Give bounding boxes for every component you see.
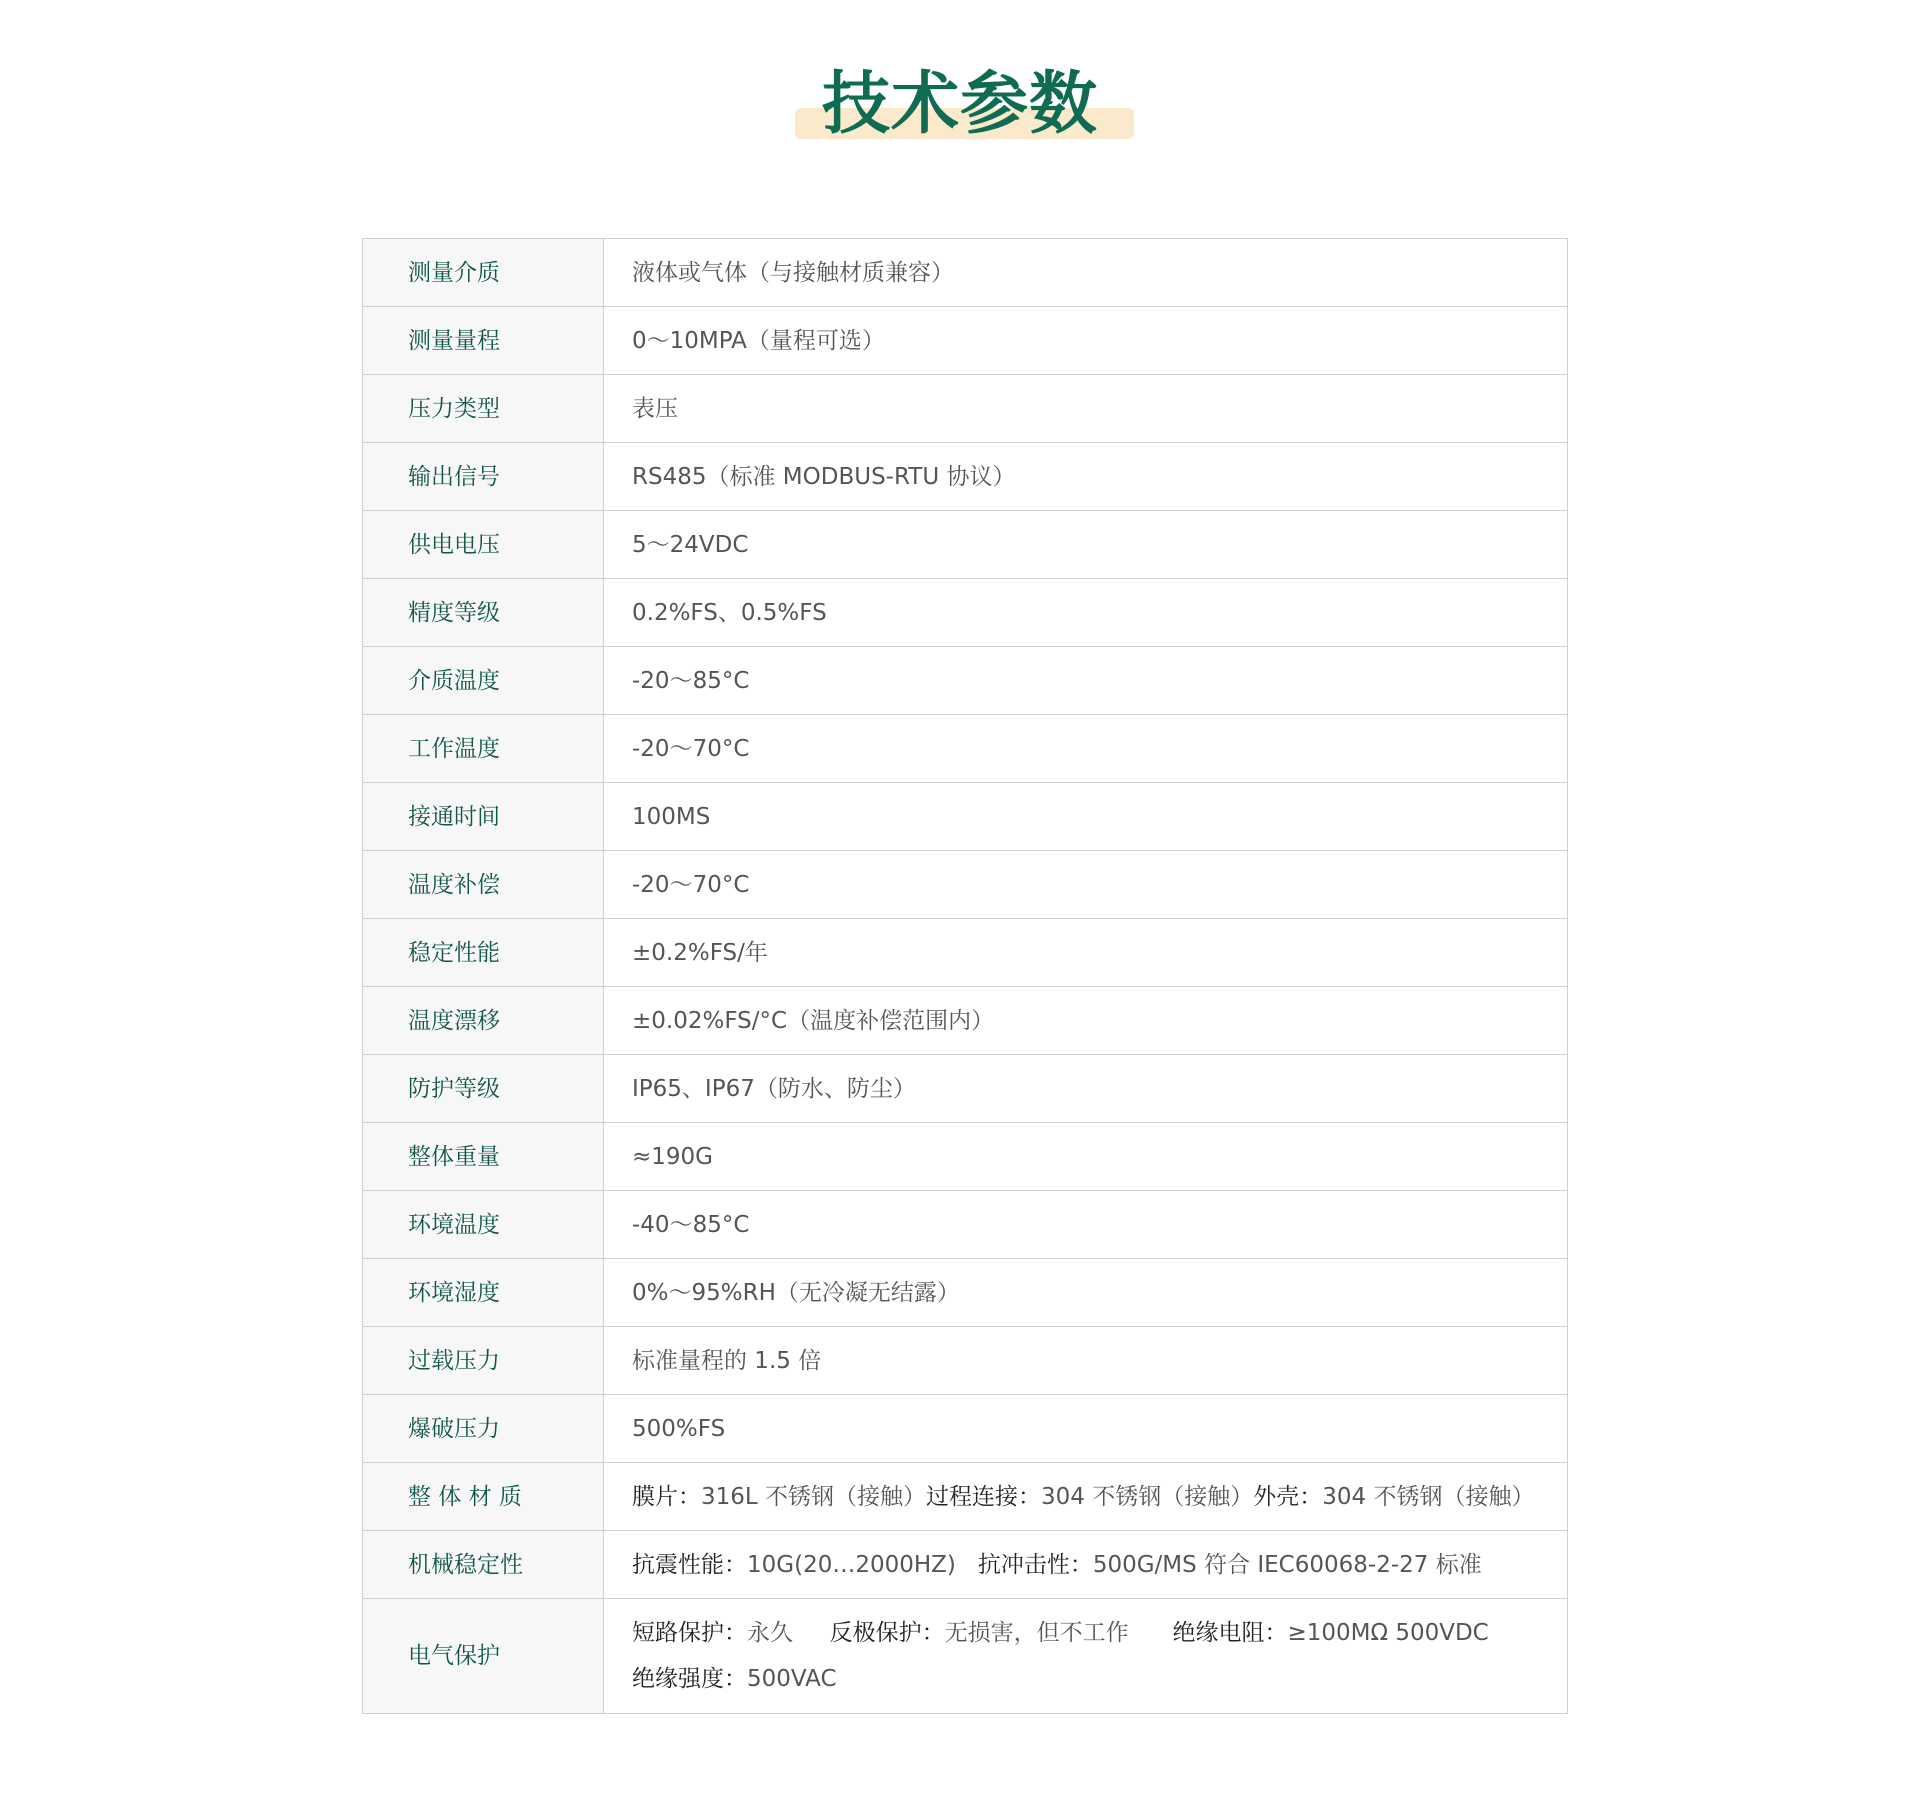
table-row-material [363, 1463, 1568, 1531]
row-value: 0%～95%RH（无冷凝无结露） [604, 1259, 1568, 1327]
row-value: IP65、IP67（防水、防尘） [604, 1055, 1568, 1123]
row-value: ≈190G [604, 1123, 1568, 1191]
row-label: 整体重量 [363, 1123, 604, 1191]
short-circuit-label: 短路保护： [632, 1620, 747, 1646]
housing-label: 外壳： [1253, 1483, 1323, 1510]
table-row [363, 239, 1568, 307]
electrical-line-2 [632, 1662, 1557, 1696]
row-label: 温度漂移 [363, 987, 604, 1055]
reverse-polarity-value: 无损害，但不工作 [944, 1620, 1129, 1646]
row-label: 工作温度 [363, 715, 604, 783]
row-label: 测量介质 [363, 239, 604, 307]
row-label: 防护等级 [363, 1055, 604, 1123]
row-value: 5～24VDC [604, 511, 1568, 579]
row-label: 整 体 材 质 [363, 1463, 604, 1531]
row-label: 环境湿度 [363, 1259, 604, 1327]
insulation-resistance-label: 绝缘电阻： [1172, 1620, 1288, 1646]
table-row [363, 1327, 1568, 1395]
table-row [363, 375, 1568, 443]
row-label: 机械稳定性 [363, 1531, 604, 1599]
row-value: -20～70°C [604, 715, 1568, 783]
row-value: 0～10MPA（量程可选） [604, 307, 1568, 375]
table-row [363, 647, 1568, 715]
row-label: 测量量程 [363, 307, 604, 375]
row-value: -20～85°C [604, 647, 1568, 715]
row-value-mechanical [604, 1531, 1568, 1599]
table-row [363, 987, 1568, 1055]
row-label: 接通时间 [363, 783, 604, 851]
shock-value: 500G/MS 符合 IEC60068-2-27 标准 [1092, 1551, 1482, 1578]
row-label: 压力类型 [363, 375, 604, 443]
row-label: 输出信号 [363, 443, 604, 511]
table-row [363, 511, 1568, 579]
table-row [363, 851, 1568, 919]
row-value: ±0.2%FS/年 [604, 919, 1568, 987]
row-value: 表压 [604, 375, 1568, 443]
page-title: 技术参数 [821, 65, 1098, 144]
row-value-electrical [604, 1599, 1568, 1714]
row-value: 液体或气体（与接触材质兼容） [604, 239, 1568, 307]
vibration-label: 抗震性能： [632, 1551, 747, 1578]
row-value: RS485（标准 MODBUS-RTU 协议） [604, 443, 1568, 511]
row-value: 0.2%FS、0.5%FS [604, 579, 1568, 647]
row-value: -20～70°C [604, 851, 1568, 919]
process-connection-label: 过程连接： [926, 1483, 1042, 1510]
table-row [363, 783, 1568, 851]
table-row-electrical [363, 1599, 1568, 1714]
table-row [363, 307, 1568, 375]
insulation-resistance-value: ≥100MΩ 500VDC [1287, 1620, 1489, 1646]
table-row [363, 1191, 1568, 1259]
row-label: 稳定性能 [363, 919, 604, 987]
table-row [363, 443, 1568, 511]
row-label: 电气保护 [363, 1599, 604, 1714]
row-label: 供电电压 [363, 511, 604, 579]
row-label: 精度等级 [363, 579, 604, 647]
insulation-strength-label: 绝缘强度： [632, 1666, 747, 1692]
vibration-value: 10G(20…2000HZ) [747, 1551, 956, 1578]
row-value: 100MS [604, 783, 1568, 851]
table-row [363, 715, 1568, 783]
table-row [363, 1395, 1568, 1463]
short-circuit-value: 永久 [747, 1620, 793, 1646]
row-label: 介质温度 [363, 647, 604, 715]
table-row [363, 1259, 1568, 1327]
diaphragm-value: 316L 不锈钢（接触） [701, 1483, 927, 1510]
row-label: 环境温度 [363, 1191, 604, 1259]
housing-value: 304 不锈钢（接触） [1322, 1483, 1535, 1510]
table-row [363, 579, 1568, 647]
table-row [363, 919, 1568, 987]
reverse-polarity-label: 反极保护： [829, 1620, 945, 1646]
shock-label: 抗冲击性： [977, 1551, 1093, 1578]
electrical-line-1 [632, 1616, 1557, 1650]
table-row [363, 1123, 1568, 1191]
row-label: 温度补偿 [363, 851, 604, 919]
row-value-material [604, 1463, 1568, 1531]
row-value: 标准量程的 1.5 倍 [604, 1327, 1568, 1395]
table-row [363, 1055, 1568, 1123]
diaphragm-label: 膜片： [632, 1483, 701, 1510]
insulation-strength-value: 500VAC [747, 1666, 837, 1692]
row-label: 过载压力 [363, 1327, 604, 1395]
row-value: ±0.02%FS/°C（温度补偿范围内） [604, 987, 1568, 1055]
process-connection-value: 304 不锈钢（接触） [1041, 1483, 1254, 1510]
spec-table [362, 238, 1568, 1714]
row-value: 500%FS [604, 1395, 1568, 1463]
row-label: 爆破压力 [363, 1395, 604, 1463]
table-row-mechanical [363, 1531, 1568, 1599]
row-value: -40～85°C [604, 1191, 1568, 1259]
section-header [0, 60, 1920, 150]
